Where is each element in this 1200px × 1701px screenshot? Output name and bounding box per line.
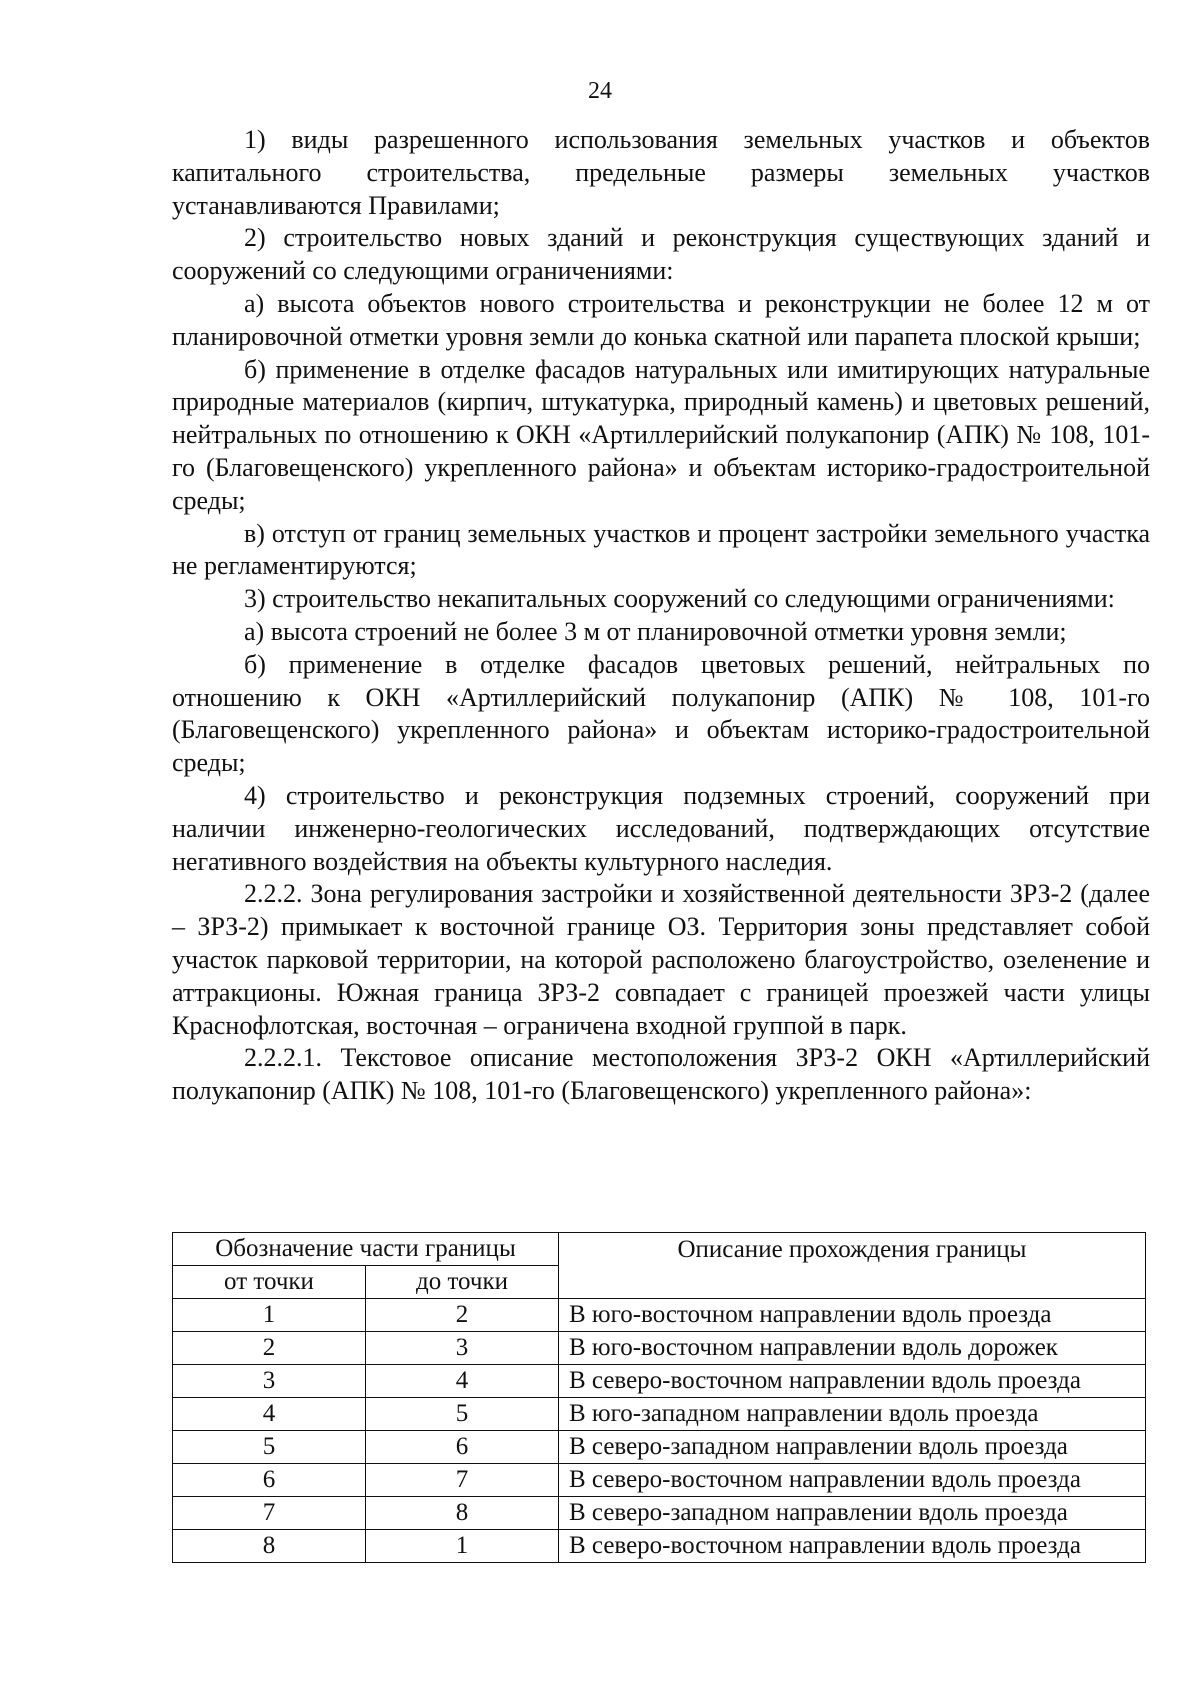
paragraph-facade-materials: б) применение в отделке фасадов натуральных или имитирующих натуральные природные материалов (кирпич, штукатурка, природный камень) и цветовых решений, нейтральных по отношению к ОКН «Артиллерийский полукапонир (АПК) № 108, 101-го (Благовещенского) укрепленного района» и объектам историко-градостроительной среды; bbox=[172, 354, 1150, 515]
cell-description: В юго-западном направлении вдоль проезда bbox=[559, 1398, 1146, 1431]
cell-from: 7 bbox=[173, 1497, 366, 1530]
header-to-point: до точки bbox=[366, 1266, 559, 1299]
paragraph-setback: в) отступ от границ земельных участков и процент застройки земельного участка не регламентируются; bbox=[172, 518, 1150, 581]
header-boundary-part: Обозначение части границы bbox=[173, 1233, 559, 1266]
paragraph-height-limit: а) высота объектов нового строительства и реконструкции не более 12 м от планировочной отметки уровня земли до конька скатной или парапета плоской крыши; bbox=[172, 288, 1150, 351]
cell-description: В северо-восточном направлении вдоль проезда bbox=[559, 1464, 1146, 1497]
paragraph-text-description-heading: 2.2.2.1. Текстовое описание местоположения ЗРЗ-2 ОКН «Артиллерийский полукапонир (АПК) № 108, 101-го (Благовещенского) укрепленного района»: bbox=[172, 1043, 1150, 1106]
cell-description: В северо-западном направлении вдоль проезда bbox=[559, 1431, 1146, 1464]
cell-from: 3 bbox=[173, 1365, 366, 1398]
cell-to: 5 bbox=[366, 1398, 559, 1431]
cell-from: 6 bbox=[173, 1464, 366, 1497]
header-from-point: от точки bbox=[173, 1266, 366, 1299]
paragraph-underground: 4) строительство и реконструкция подземных строений, сооружений при наличии инженерно-геологических исследований, подтверждающих отсутствие негативного воздействия на объекты культурного наследия. bbox=[172, 780, 1150, 876]
paragraph-permitted-use: 1) виды разрешенного использования земельных участков и объектов капитального строительства, предельные размеры земельных участков устанавливаются Правилами; bbox=[172, 125, 1150, 220]
cell-from: 4 bbox=[173, 1398, 366, 1431]
cell-to: 1 bbox=[366, 1530, 559, 1563]
table-row bbox=[173, 1464, 1146, 1497]
boundary-table bbox=[172, 1232, 1146, 1563]
cell-description: В юго-восточном направлении вдоль проезда bbox=[559, 1299, 1146, 1332]
table-row bbox=[173, 1431, 1146, 1464]
cell-to: 3 bbox=[366, 1332, 559, 1365]
cell-from: 2 bbox=[173, 1332, 366, 1365]
paragraph-new-construction: 2) строительство новых зданий и реконструкция существующих зданий и сооружений со следующими ограничениями: bbox=[172, 223, 1150, 286]
cell-to: 6 bbox=[366, 1431, 559, 1464]
table-header-row bbox=[173, 1233, 1146, 1266]
table-row bbox=[173, 1497, 1146, 1530]
cell-to: 8 bbox=[366, 1497, 559, 1530]
header-boundary-description: Описание прохождения границы bbox=[559, 1233, 1146, 1299]
cell-description: В северо-западном направлении вдоль проезда bbox=[559, 1497, 1146, 1530]
table-row bbox=[173, 1365, 1146, 1398]
table-row bbox=[173, 1332, 1146, 1365]
cell-from: 5 bbox=[173, 1431, 366, 1464]
paragraph-temporary-structures: 3) строительство некапитальных сооружений со следующими ограничениями: bbox=[244, 584, 1115, 614]
paragraph-temporary-facade: б) применение в отделке фасадов цветовых решений, нейтральных по отношению к ОКН «Артиллерийский полукапонир (АПК) № 108, 101-го (Благовещенского) укрепленного района» и объектам историко-градостроительной среды; bbox=[172, 649, 1150, 778]
page-number: 24 bbox=[588, 78, 612, 104]
table-row bbox=[173, 1398, 1146, 1431]
cell-to: 4 bbox=[366, 1365, 559, 1398]
paragraph-zone-description: 2.2.2. Зона регулирования застройки и хозяйственной деятельности ЗРЗ-2 (далее – ЗРЗ-2) примыкает к восточной границе ОЗ. Территория зоны представляет собой участок парковой территории, на которой расположено благоустройство, озеленение и аттракционы. Южная граница ЗРЗ-2 совпадает с границей проезжей части улицы Краснофлотская, восточная – ограничена входной группой в парк. bbox=[172, 879, 1150, 1040]
table-row bbox=[173, 1530, 1146, 1563]
document-body bbox=[172, 124, 1150, 1108]
paragraph-temporary-height: а) высота строений не более 3 м от планировочной отметки уровня земли; bbox=[244, 616, 1067, 646]
cell-description: В северо-восточном направлении вдоль проезда bbox=[559, 1530, 1146, 1563]
cell-from: 8 bbox=[173, 1530, 366, 1563]
table-row bbox=[173, 1299, 1146, 1332]
cell-from: 1 bbox=[173, 1299, 366, 1332]
cell-description: В юго-восточном направлении вдоль дорожек bbox=[559, 1332, 1146, 1365]
cell-to: 2 bbox=[366, 1299, 559, 1332]
cell-to: 7 bbox=[366, 1464, 559, 1497]
cell-description: В северо-восточном направлении вдоль проезда bbox=[559, 1365, 1146, 1398]
